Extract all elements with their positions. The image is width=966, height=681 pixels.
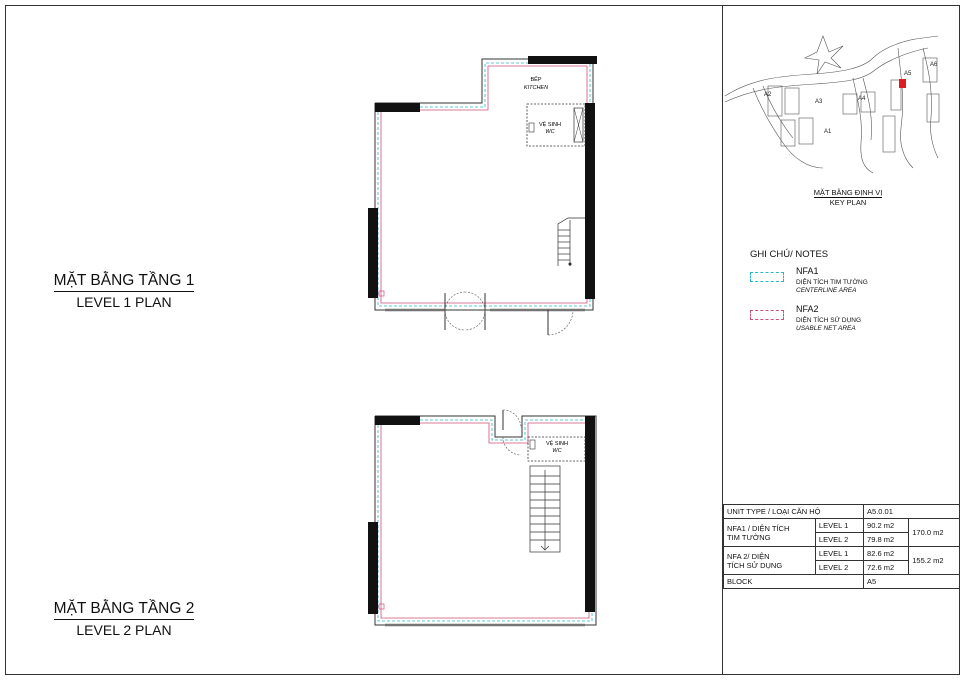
nfa1-swatch xyxy=(750,272,784,282)
level1-floor-plan xyxy=(368,56,597,335)
keyplan-label-a2: A2 xyxy=(764,92,772,98)
nfa1-level2-label: LEVEL 2 xyxy=(815,533,863,547)
nfa1-level1-label: LEVEL 1 xyxy=(815,519,863,533)
nfa2-level2-label: LEVEL 2 xyxy=(815,561,863,575)
nfa2-name: NFA2 xyxy=(796,304,819,314)
unit-info-table xyxy=(723,504,960,589)
wc1-label-vn: VỆ SINH xyxy=(538,122,562,128)
keyplan-label-a3: A3 xyxy=(815,99,823,105)
wall-segment xyxy=(375,416,420,425)
nfa2-table-label-line2: TÍCH SỬ DỤNG xyxy=(727,560,783,570)
block-value: A5 xyxy=(864,575,960,589)
keyplan-label-a5: A5 xyxy=(904,71,912,77)
nfa1-table-label-line2: TIM TƯỜNG xyxy=(727,532,771,542)
key-plan-highlight-a5 xyxy=(899,79,906,88)
level1-title-en: LEVEL 1 PLAN xyxy=(76,294,172,310)
level2-title-en: LEVEL 2 PLAN xyxy=(76,622,172,638)
wall-segment xyxy=(528,56,597,64)
wall-segment xyxy=(375,103,420,112)
key-plan-caption xyxy=(760,188,936,207)
wall-segment xyxy=(585,103,595,299)
nfa1-en: CENTERLINE AREA xyxy=(796,287,857,294)
nfa2-level1-label: LEVEL 1 xyxy=(815,547,863,561)
keyplan-label-a1: A1 xyxy=(824,129,832,135)
nfa2-table-label xyxy=(724,547,816,575)
key-plan-caption-en: KEY PLAN xyxy=(829,198,867,207)
nfa2-table-label-line1: NFA 2/ DIỆN xyxy=(727,551,770,561)
level2-stair xyxy=(530,466,560,552)
level2-floor-plan xyxy=(368,410,596,625)
nfa2-level2-value: 72.6 m2 xyxy=(864,561,909,575)
wall-segment xyxy=(368,208,378,298)
notes-legend xyxy=(750,249,930,332)
unit-type-label: UNIT TYPE / LOẠI CĂN HỘ xyxy=(724,505,864,519)
kitchen-label-en: KITCHEN xyxy=(523,85,549,91)
nfa1-total: 170.0 m2 xyxy=(909,519,960,547)
nfa1-table-label xyxy=(724,519,816,547)
wc2-label-vn: VỆ SINH xyxy=(545,441,569,447)
block-label: BLOCK xyxy=(724,575,864,589)
nfa1-table-label-line1: NFA1 / DIỆN TÍCH xyxy=(727,523,790,533)
nfa1-vn: DIỆN TÍCH TIM TƯỜNG xyxy=(796,279,868,286)
nfa2-en: USABLE NET AREA xyxy=(796,325,856,332)
keyplan-label-a6: A6 xyxy=(930,62,938,68)
nfa2-total: 155.2 m2 xyxy=(909,547,960,575)
nfa2-swatch xyxy=(750,310,784,320)
wall-segment xyxy=(585,416,595,612)
kitchen-label-vn: BẾP xyxy=(530,77,542,83)
wc1-label-en: WC xyxy=(545,129,555,135)
key-plan-map xyxy=(723,8,959,183)
wc2-label-en: WC xyxy=(552,448,562,454)
keyplan-label-a4: A4 xyxy=(858,96,866,102)
level1-title-vn: MẶT BẰNG TẦNG 1 xyxy=(54,272,195,292)
nfa2-level1-value: 82.6 m2 xyxy=(864,547,909,561)
notes-title: GHI CHÚ/ NOTES xyxy=(750,249,829,260)
nfa2-vn: DIỆN TÍCH SỬ DỤNG xyxy=(796,317,862,324)
level1-stair xyxy=(558,218,585,266)
wall-segment xyxy=(368,522,378,614)
nfa1-name: NFA1 xyxy=(796,266,819,276)
unit-type-value: A5.0.01 xyxy=(864,505,960,519)
level2-title-vn: MẶT BẰNG TẦNG 2 xyxy=(54,600,195,620)
nfa1-level2-value: 79.8 m2 xyxy=(864,533,909,547)
key-plan-caption-vn: MẶT BẰNG ĐỊNH VỊ xyxy=(813,188,883,197)
nfa1-level1-value: 90.2 m2 xyxy=(864,519,909,533)
